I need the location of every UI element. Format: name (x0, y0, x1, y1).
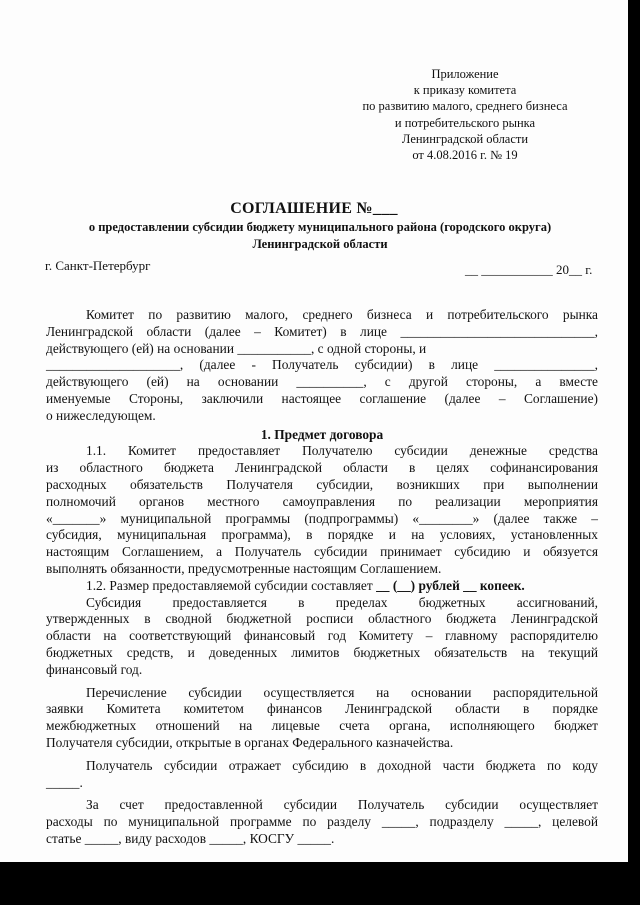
subsidy-amount-value: __ (__) рублей __ копеек. (376, 577, 525, 593)
text-line: ____________________, (далее - Получатель субсидии) в лице _______________, (46, 357, 598, 373)
paragraph-expenses (46, 797, 598, 847)
text-line: Субсидия предоставляется в пределах бюджетных ассигнований, (86, 594, 598, 610)
text-line: действующего (ей) на основании __________, с другой стороны, а вместе (46, 374, 598, 390)
text-line: выполнять обязанности, предусмотренные настоящим Соглашением. (46, 560, 442, 576)
scan-border-right (628, 0, 640, 862)
subsidy-amount-label: 1.2. Размер предоставляемой субсидии составляет (86, 577, 377, 593)
document-subtitle (60, 219, 580, 252)
text-line: Получателя субсидии, открытые в органах Федерального казначейства. (46, 734, 454, 750)
appendix-line: к приказу комитета (413, 83, 517, 98)
paragraph-1-1 (46, 443, 598, 577)
paragraph-subsidy-limits (46, 595, 598, 679)
text-line: Комитет по развитию малого, среднего бизнеса и потребительского рынка (86, 307, 598, 322)
appendix-line: Ленинградской области (401, 131, 529, 146)
text-line: настоящим Соглашением, а Получатель субсидии принимает субсидию и обязуется (46, 544, 598, 560)
intro-paragraph (46, 307, 598, 425)
subtitle-line: Ленинградской области (252, 236, 388, 251)
appendix-line: по развитию малого, среднего бизнеса (362, 99, 568, 114)
text-line: _____. (46, 774, 83, 790)
scan-border-bottom (0, 862, 640, 905)
text-line: статье _____, виду расходов _____, КОСГУ _____. (46, 830, 335, 846)
text-line: утвержденных в сводной бюджетной росписи областного бюджета Ленинградской (46, 611, 598, 627)
text-line: 1.1. Комитет предоставляет Получателю субсидии денежные средства (86, 443, 598, 459)
text-line: заявки Комитета комитетом финансов Ленинградской области в порядке (46, 701, 598, 717)
paragraph-transfer (46, 685, 598, 752)
section-heading: 1. Предмет договора (260, 426, 384, 442)
text-line: полномочий органов местного самоуправления по реализации мероприятия (46, 493, 598, 509)
agreement-body (46, 307, 598, 848)
text-line: расходных обязательств Получателя субсидии, возникших при выполнении (46, 476, 598, 492)
appendix-block (330, 66, 600, 163)
text-line: «_______» муниципальной программы (подпрограммы) «________» (далее также – (46, 510, 598, 526)
text-line: о нижеследующем. (46, 407, 156, 423)
text-line: области на соответствующий финансовый год Комитету – главному распорядителю (46, 628, 598, 644)
text-line: из областного бюджета Ленинградской области в целях софинансирования (46, 460, 598, 476)
paragraph-income-code (46, 758, 598, 792)
text-line: межбюджетных отношений на лицевые счета органа, исполняющего бюджет (46, 718, 598, 734)
text-line: Получатель субсидии отражает субсидию в доходной части бюджета по коду (86, 757, 598, 773)
place-of-signing: г. Санкт-Петербург (45, 258, 151, 273)
paragraph-1-2 (46, 578, 598, 595)
text-line: именуемые Стороны, заключили настоящее соглашение (далее – Соглашение) (46, 390, 598, 406)
text-line: расходы по муниципальной программе по разделу _____, подразделу _____, целевой (46, 814, 598, 830)
document-title: СОГЛАШЕНИЕ №___ (230, 200, 398, 217)
text-line: субсидия, муниципальная программа), в порядке и на условиях, установленных (46, 527, 598, 543)
appendix-line: от 4.08.2016 г. № 19 (412, 148, 518, 163)
subtitle-line: о предоставлении субсидии бюджету муниципального района (городского округа) (88, 220, 552, 234)
text-line: финансовый год. (46, 661, 143, 677)
text-line: бюджетных средств, и доведенных лимитов бюджетных обязательств на текущий (46, 644, 598, 660)
signing-date: __ ___________ 20__ г. (465, 262, 593, 277)
text-line: Ленинградской области (далее – Комитет) в лице _____________________________, (46, 323, 598, 339)
appendix-line: и потребительского рынка (394, 115, 536, 130)
text-line: За счет предоставленной субсидии Получатель субсидии осуществляет (86, 797, 598, 813)
appendix-line: Приложение (431, 67, 499, 81)
text-line: Перечисление субсидии осуществляется на основании распорядительной (86, 684, 598, 700)
text-line: действующего (ей) на основании ___________, с одной стороны, и (46, 340, 427, 356)
